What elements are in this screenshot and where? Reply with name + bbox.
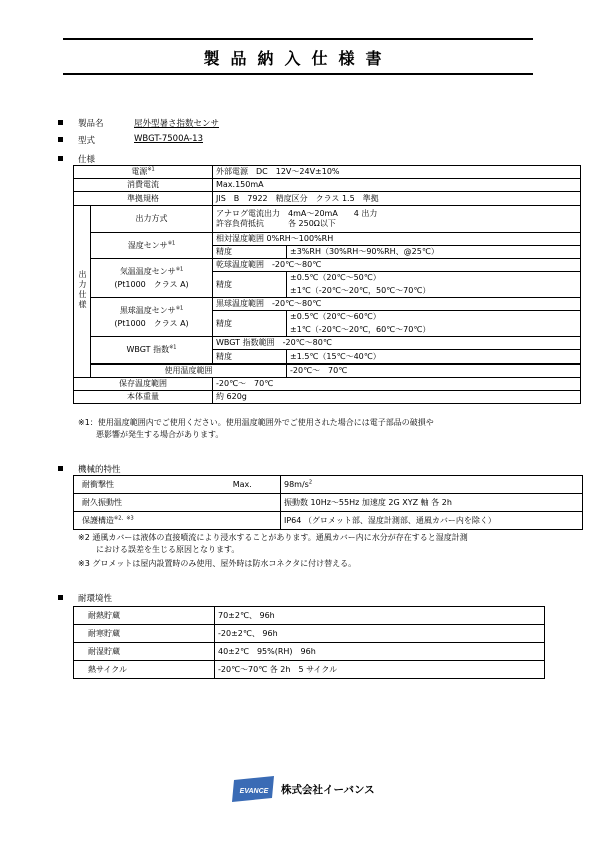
table-row xyxy=(74,166,581,179)
power-value: 外部電源 DC 12V～24V±10% xyxy=(213,166,581,179)
note-3: ※3 グロメットは屋内設置時のみ使用、屋外時は防水コネクタに付け替える。 xyxy=(78,559,357,568)
table-row xyxy=(74,298,581,311)
shock-max: Max. xyxy=(205,476,281,494)
company-logo xyxy=(232,776,276,802)
svg-text:EVANCE: EVANCE xyxy=(239,788,269,795)
title-bottom-rule xyxy=(63,73,533,75)
table-row xyxy=(74,259,581,272)
table-row xyxy=(74,625,545,643)
env-heading: 耐環境性 xyxy=(78,594,113,604)
air-range: 乾球温度範囲 -20℃～80℃ xyxy=(213,259,581,272)
wbgt-accuracy: ±1.5℃（15℃～40℃） xyxy=(287,350,581,364)
black-accuracy-label: 精度 xyxy=(213,311,287,337)
bullet-mech xyxy=(58,466,63,471)
spec-label: 仕様 xyxy=(78,155,96,165)
output-method-value: アナログ電流出力 4mA～20mA 4 出力 許容負荷抵抗 各 250Ω以下 xyxy=(213,206,581,233)
humidity-label-cell: 湿度センサ$^{※1}$ xyxy=(91,233,213,259)
shock-value-cell: $98m/s^2$ xyxy=(281,476,583,494)
air-accuracy: ±0.5℃（20℃～50℃） ±1℃（-20℃～20℃，50℃～70℃） xyxy=(287,272,581,298)
note-2: ※2 通風カバーは液体の直接噴流により浸水することがあります。通風カバー内に水分が存在すると湿度計測 における誤差を生じる原因となります。 xyxy=(78,533,468,554)
power-label-cell: 電源$^{※1}$ xyxy=(74,166,213,179)
env-value: -20±2℃、 96h xyxy=(215,625,545,643)
env-label: 熱サイクル xyxy=(74,661,215,679)
title-top-rule xyxy=(63,38,533,40)
table-row xyxy=(74,378,581,391)
shock-max-spacer xyxy=(173,476,205,494)
vib-label: 耐久振動性 xyxy=(74,494,281,512)
standard-value: JIS B 7922 精度区分 クラス 1.5 準拠 xyxy=(213,192,581,206)
table-row xyxy=(74,192,581,206)
table-row xyxy=(74,607,545,625)
black-range: 黒球温度範囲 -20℃～80℃ xyxy=(213,298,581,311)
table-row xyxy=(74,643,545,661)
consumption-label: 消費電流 xyxy=(74,179,213,192)
bullet-product xyxy=(58,120,63,125)
air-accuracy-label: 精度 xyxy=(213,272,287,298)
air-label-cell: 気温温度センサ$^{※1}$ (Pt1000 クラス A) xyxy=(91,259,213,298)
env-value: 40±2℃ 95%(RH) 96h xyxy=(215,643,545,661)
spec-table xyxy=(73,165,581,404)
bullet-model xyxy=(58,137,63,142)
use-temp-value: -20℃～ 70℃ xyxy=(287,365,581,378)
store-temp-value: -20℃～ 70℃ xyxy=(213,378,581,391)
weight-label: 本体重量 xyxy=(74,391,213,404)
env-label: 耐湿貯蔵 xyxy=(74,643,215,661)
table-row xyxy=(74,233,581,246)
model-label: 型式 xyxy=(78,136,96,146)
prot-value: IP64 （グロメット部、湿度計測部、通風カバー内を除く） xyxy=(281,512,583,530)
product-label: 製品名 xyxy=(78,119,104,129)
table-row xyxy=(74,391,581,404)
black-label-cell: 黒球温度センサ$^{※1}$ (Pt1000 クラス A) xyxy=(91,298,213,337)
output-method-label: 出力方式 xyxy=(91,206,213,233)
consumption-value: Max.150mA xyxy=(213,179,581,192)
store-temp-label: 保存温度範囲 xyxy=(74,378,213,391)
black-accuracy: ±0.5℃（20℃～60℃） ±1℃（-20℃～20℃，60℃～70℃） xyxy=(287,311,581,337)
table-row xyxy=(74,179,581,192)
use-temp-label: 使用温度範囲 xyxy=(91,365,287,378)
page-title: 製品納入仕様書 xyxy=(203,49,393,68)
env-label: 耐寒貯蔵 xyxy=(74,625,215,643)
table-row xyxy=(74,494,583,512)
table-row xyxy=(74,512,583,530)
mech-table xyxy=(73,475,583,530)
env-table xyxy=(73,606,545,679)
table-row xyxy=(74,365,581,378)
humidity-accuracy: ±3%RH（30%RH～90%RH、@25℃） xyxy=(287,246,581,259)
bullet-env xyxy=(58,595,63,600)
output-group-label: 出力仕様 xyxy=(74,206,91,378)
humidity-accuracy-label: 精度 xyxy=(213,246,287,259)
weight-value: 約 620g xyxy=(213,391,581,404)
wbgt-accuracy-label: 精度 xyxy=(213,350,287,364)
product-value: 屋外型暑さ指数センサ xyxy=(134,119,220,129)
vib-value: 振動数 10Hz～55Hz 加速度 2G XYZ 軸 各 2h xyxy=(281,494,583,512)
prot-label-cell: 保護構造$^{※2、※3}$ xyxy=(74,512,281,530)
mech-heading: 機械的特性 xyxy=(78,465,121,475)
env-value: -20℃～70℃ 各 2h 5 サイクル xyxy=(215,661,545,679)
standard-label: 準拠規格 xyxy=(74,192,213,206)
env-value: 70±2℃、 96h xyxy=(215,607,545,625)
table-row xyxy=(74,337,581,350)
wbgt-label-cell: WBGT 指数$^{※1}$ xyxy=(91,337,213,364)
company-name: 株式会社イーバンス xyxy=(281,784,375,796)
model-value: WBGT-7500A-13 xyxy=(134,134,203,144)
table-row xyxy=(74,206,581,233)
evance-logo-icon xyxy=(232,776,276,802)
humidity-range: 相対湿度範囲 0%RH～100%RH xyxy=(213,233,581,246)
table-row xyxy=(74,661,545,679)
bullet-spec xyxy=(58,156,63,161)
note-1: ※1：使用温度範囲内でご使用ください。使用温度範囲外でご使用された場合には電子部品の破損や 悪影響が発生する場合があります。 xyxy=(78,418,434,439)
env-label: 耐熱貯蔵 xyxy=(74,607,215,625)
wbgt-range: WBGT 指数範囲 -20℃～80℃ xyxy=(213,337,581,350)
table-row xyxy=(74,476,583,494)
shock-label: 耐衝撃性 xyxy=(74,476,173,494)
